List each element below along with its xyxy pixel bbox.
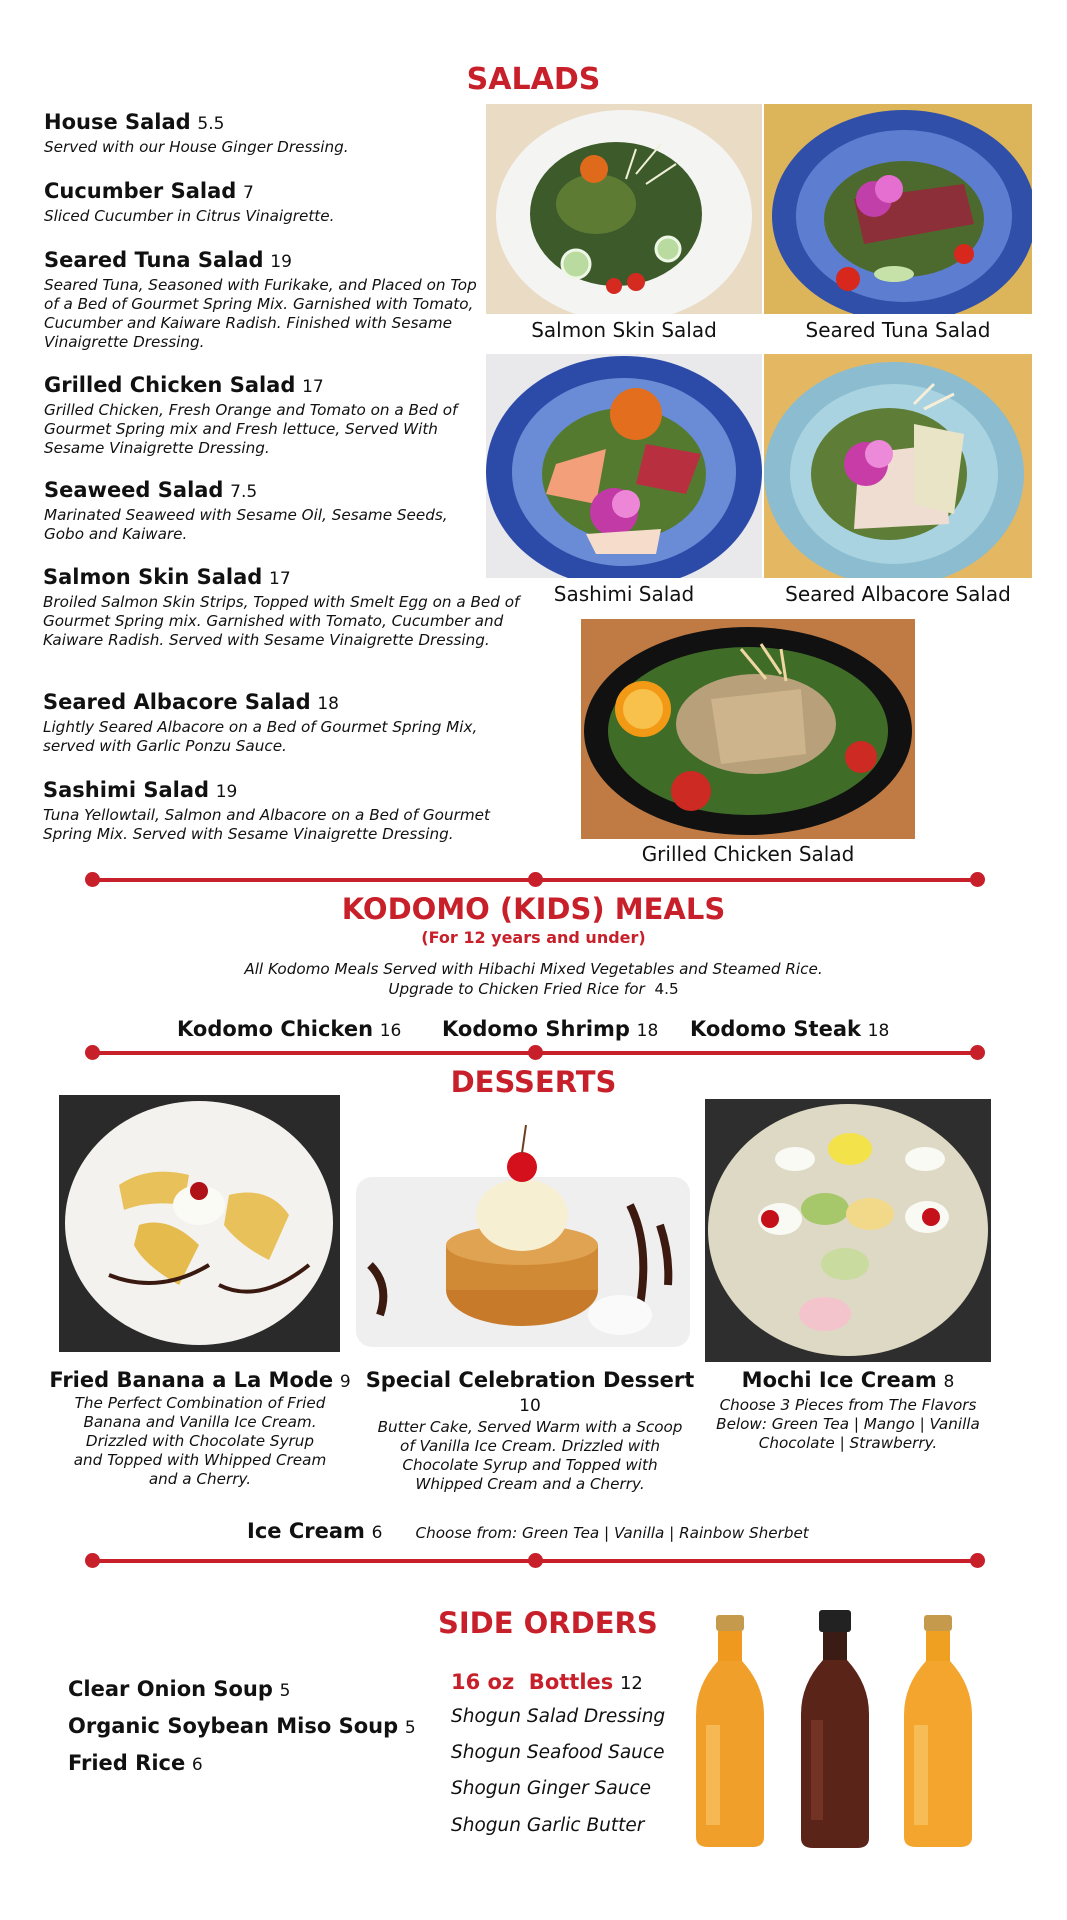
dessert-name: Mochi Ice Cream	[741, 1368, 937, 1392]
ice-cream-name: Ice Cream	[247, 1519, 365, 1543]
photo-caption: Seared Tuna Salad	[805, 318, 991, 342]
salad-item	[44, 248, 484, 352]
bottle-image	[690, 1615, 770, 1853]
salad-item	[44, 373, 474, 458]
dessert-price: 10	[519, 1396, 541, 1416]
salad-price: 18	[317, 694, 339, 714]
kids-item	[177, 1017, 401, 1041]
dessert-item	[48, 1368, 352, 1489]
salad-name: Salmon Skin Salad	[43, 565, 263, 589]
salads-title: SALADS	[466, 62, 601, 97]
dessert-price: 9	[339, 1372, 351, 1392]
side-item	[68, 1751, 203, 1775]
ice-cream-item	[247, 1519, 809, 1543]
bottles-heading	[451, 1670, 643, 1694]
seared-tuna-salad-photo	[764, 104, 1032, 314]
salad-item	[43, 778, 543, 844]
salad-item	[43, 690, 503, 756]
kids-item	[690, 1017, 889, 1041]
kids-upgrade-price: 4.5	[654, 980, 679, 998]
bottles-title: 16 oz Bottles	[451, 1670, 614, 1694]
bottles-price: 12	[619, 1673, 643, 1694]
salad-desc: Broiled Salmon Skin Strips, Topped with Smelt Egg on a Bed of Gourmet Spring mix. Garnished with Tomato, Cucumber and Kaiware Radish. Served with Sesame Vinaigrette Dressing.	[43, 593, 520, 649]
section-divider	[92, 1559, 978, 1563]
photo-caption: Seared Albacore Salad	[785, 582, 1011, 606]
kids-upgrade-note	[0, 980, 1067, 999]
photo-caption: Salmon Skin Salad	[531, 318, 717, 342]
salad-name: House Salad	[44, 110, 191, 134]
kids-title: KODOMO (KIDS) MEALS	[341, 892, 726, 926]
mochi-ice-cream-photo	[705, 1099, 991, 1362]
salad-price: 5.5	[197, 114, 225, 134]
ice-cream-desc: Choose from: Green Tea | Vanilla | Rainbow Sherbet	[415, 1524, 809, 1542]
side-name: Clear Onion Soup	[68, 1677, 273, 1701]
kids-item-name: Kodomo Chicken	[177, 1017, 374, 1041]
side-name: Fried Rice	[68, 1751, 186, 1775]
sashimi-salad-photo	[486, 354, 762, 578]
salad-price: 19	[270, 252, 292, 272]
photo-caption: Grilled Chicken Salad	[641, 842, 855, 866]
salad-desc: Marinated Seaweed with Sesame Oil, Sesame Seeds, Gobo and Kaiware.	[44, 506, 448, 543]
bottle-item: Shogun Seafood Sauce	[451, 1742, 665, 1763]
salad-price: 19	[215, 782, 238, 802]
salad-name: Seaweed Salad	[44, 478, 224, 502]
salad-name: Grilled Chicken Salad	[44, 373, 296, 397]
salad-price: 7.5	[230, 482, 258, 502]
side-item	[68, 1714, 416, 1738]
bottle-image	[795, 1610, 875, 1854]
kids-item-price: 16	[379, 1021, 402, 1041]
side-price: 5	[279, 1681, 291, 1701]
dessert-price: 8	[943, 1372, 955, 1392]
dessert-name: Fried Banana a La Mode	[49, 1368, 334, 1392]
salad-name: Cucumber Salad	[44, 179, 237, 203]
salad-desc: Grilled Chicken, Fresh Orange and Tomato on a Bed of Gourmet Spring mix and Fresh lettuce, Served With Sesame Vinaigrette Dressing.	[44, 401, 458, 457]
salad-price: 17	[302, 377, 324, 397]
kids-subtitle: (For 12 years and under)	[421, 928, 646, 947]
kids-item	[442, 1017, 658, 1041]
salad-item	[44, 478, 464, 544]
grilled-chicken-salad-photo	[581, 619, 915, 839]
salad-desc: Sliced Cucumber in Citrus Vinaigrette.	[44, 207, 335, 225]
dessert-item	[362, 1368, 698, 1494]
photo-caption: Sashimi Salad	[553, 582, 695, 606]
kids-upgrade-text: Upgrade to Chicken Fried Rice for	[388, 980, 645, 998]
bottle-item: Shogun Garlic Butter	[451, 1815, 645, 1836]
salad-price: 7	[242, 183, 254, 203]
salad-name: Seared Albacore Salad	[43, 690, 311, 714]
side-item	[68, 1677, 290, 1701]
kids-item-price: 18	[867, 1021, 890, 1041]
salad-name: Sashimi Salad	[43, 778, 210, 802]
fried-banana-photo	[59, 1095, 340, 1352]
salmon-skin-salad-photo	[486, 104, 762, 314]
dessert-desc: Choose 3 Pieces from The Flavors Below: Green Tea | Mango | Vanilla Chocolate | Strawberry.	[716, 1396, 980, 1452]
seared-albacore-salad-photo	[764, 354, 1032, 578]
section-divider	[92, 878, 978, 882]
sides-title: SIDE ORDERS	[438, 1606, 658, 1640]
dessert-desc: Butter Cake, Served Warm with a Scoop of Vanilla Ice Cream. Drizzled with Chocolate Syrup and Topped with Whipped Cream and a Cherry.	[377, 1418, 683, 1493]
dessert-desc: The Perfect Combination of Fried Banana and Vanilla Ice Cream. Drizzled with Chocolate Syrup and Topped with Whipped Cream and a Cherry.	[73, 1394, 327, 1488]
side-name: Organic Soybean Miso Soup	[68, 1714, 399, 1738]
dessert-item	[705, 1368, 991, 1453]
side-price: 6	[191, 1755, 203, 1775]
section-divider	[92, 1051, 978, 1055]
salad-item	[43, 565, 533, 650]
salad-price: 17	[269, 569, 291, 589]
kids-item-price: 18	[636, 1021, 659, 1041]
salad-item	[44, 110, 484, 157]
bottle-image	[898, 1615, 978, 1853]
bottle-item: Shogun Salad Dressing	[451, 1706, 666, 1727]
salad-desc: Lightly Seared Albacore on a Bed of Gourmet Spring Mix, served with Garlic Ponzu Sauce.	[43, 718, 478, 755]
kids-note: All Kodomo Meals Served with Hibachi Mixed Vegetables and Steamed Rice.	[244, 960, 823, 978]
kids-item-name: Kodomo Shrimp	[442, 1017, 630, 1041]
salad-desc: Seared Tuna, Seasoned with Furikake, and Placed on Top of a Bed of Gourmet Spring Mix. Garnished with Tomato, Cucumber and Kaiware Radish. Finished with Sesame Vinaigrette Dressing.	[44, 276, 477, 351]
kids-item-name: Kodomo Steak	[690, 1017, 861, 1041]
celebration-dessert-photo	[350, 1115, 695, 1352]
side-price: 5	[404, 1718, 416, 1738]
salad-name: Seared Tuna Salad	[44, 248, 264, 272]
bottle-item: Shogun Ginger Sauce	[451, 1778, 652, 1799]
dessert-name: Special Celebration Dessert	[365, 1368, 695, 1392]
salad-desc: Served with our House Ginger Dressing.	[44, 138, 349, 156]
salad-desc: Tuna Yellowtail, Salmon and Albacore on a Bed of Gourmet Spring Mix. Served with Sesame Vinaigrette Dressing.	[43, 806, 490, 843]
ice-cream-price: 6	[371, 1523, 383, 1543]
desserts-title: DESSERTS	[450, 1065, 617, 1099]
salad-item	[44, 179, 484, 226]
